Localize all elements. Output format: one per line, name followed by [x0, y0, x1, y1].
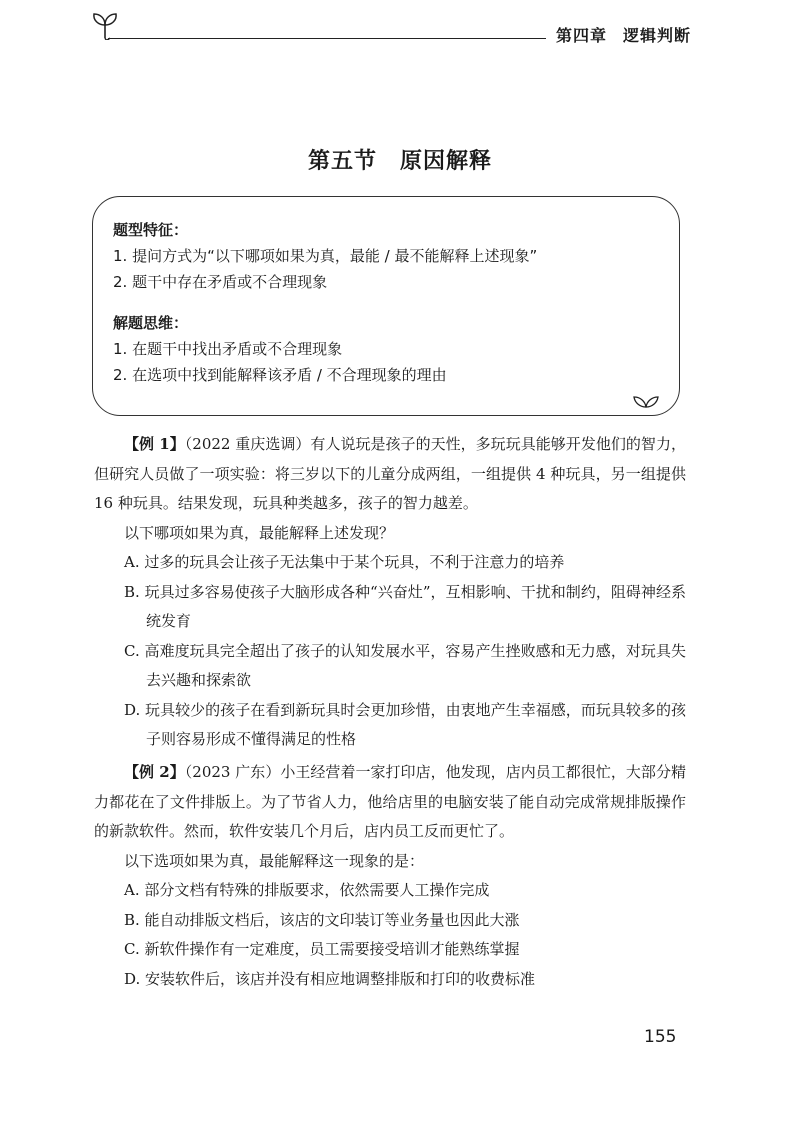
example-1-option-b: B. 玩具过多容易使孩子大脑形成各种“兴奋灶”，互相影响、干扰和制约，阻碍神经系统发育: [124, 582, 686, 630]
running-head: [556, 23, 691, 46]
approach-item: 2. 在选项中找到能解释该矛盾 / 不合理现象的理由: [113, 366, 447, 384]
approach-heading: 解题思维：: [113, 314, 189, 332]
leaf-ornament-icon: [631, 393, 661, 409]
section-title: 第五节 原因解释: [307, 149, 492, 174]
question-type-box: [92, 196, 680, 416]
example-2-body: （2023 广东）小王经营着一家打印店，他发现，店内员工都很忙，大部分精力都花在了文件排版上。为了节省人力，他给店里的电脑安装了能自动完成常规排版操作的新款软件。然而，软件安装几个月后，店内员工反而更忙了。: [94, 763, 686, 840]
example-2-option-b: B. 能自动排版文档后，该店的文印装订等业务量也因此大涨: [124, 910, 520, 929]
example-1: [94, 430, 686, 755]
header-rule: [108, 38, 546, 39]
example-2-question: 以下选项如果为真，最能解释这一现象的是：: [124, 851, 425, 870]
page-header: [0, 0, 800, 60]
example-1-option-a: A. 过多的玩具会让孩子无法集中于某个玩具，不利于注意力的培养: [124, 553, 565, 571]
example-2-option-c: C. 新软件操作有一定难度，员工需要接受培训才能熟练掌握: [124, 940, 520, 958]
example-2-tag: 【例 2】: [124, 763, 185, 781]
example-2-option-a: A. 部分文档有特殊的排版要求，依然需要人工操作完成: [124, 881, 490, 899]
feature-item: 2. 题干中存在矛盾或不合理现象: [113, 273, 328, 291]
chapter-number: 第四章: [556, 26, 608, 45]
example-1-tag: 【例 1】: [124, 435, 185, 453]
approach-item: 1. 在题干中找出矛盾或不合理现象: [113, 340, 343, 358]
example-2-option-d: D. 安装软件后，该店并没有相应地调整排版和打印的收费标准: [124, 969, 536, 988]
example-1-question: 以下哪项如果为真，最能解释上述发现？: [124, 523, 395, 542]
example-2: [94, 758, 686, 994]
example-1-body: （2022 重庆选调）有人说玩是孩子的天性，多玩玩具能够开发他们的智力，但研究人员做了一项实验：将三岁以下的儿童分成两组，一组提供 4 种玩具，另一组提供 16 种玩具。结果发现，玩具种类越多，孩子的智力越差。: [94, 435, 686, 512]
sprout-icon: [88, 10, 122, 40]
page-number: 155: [644, 1027, 677, 1047]
example-1-option-d: D. 玩具较少的孩子在看到新玩具时会更加珍惜，由衷地产生幸福感，而玩具较多的孩子则容易形成不懂得满足的性格: [124, 700, 686, 748]
features-heading: 题型特征：: [113, 221, 189, 239]
example-1-option-c: C. 高难度玩具完全超出了孩子的认知发展水平，容易产生挫败感和无力感，对玩具失去兴趣和探索欲: [124, 641, 686, 689]
example-1-stem: [94, 430, 686, 519]
feature-item: 1. 提问方式为“以下哪项如果为真，最能 / 最不能解释上述现象”: [113, 247, 538, 265]
example-2-stem: [94, 758, 686, 847]
chapter-title: 逻辑判断: [623, 26, 692, 45]
